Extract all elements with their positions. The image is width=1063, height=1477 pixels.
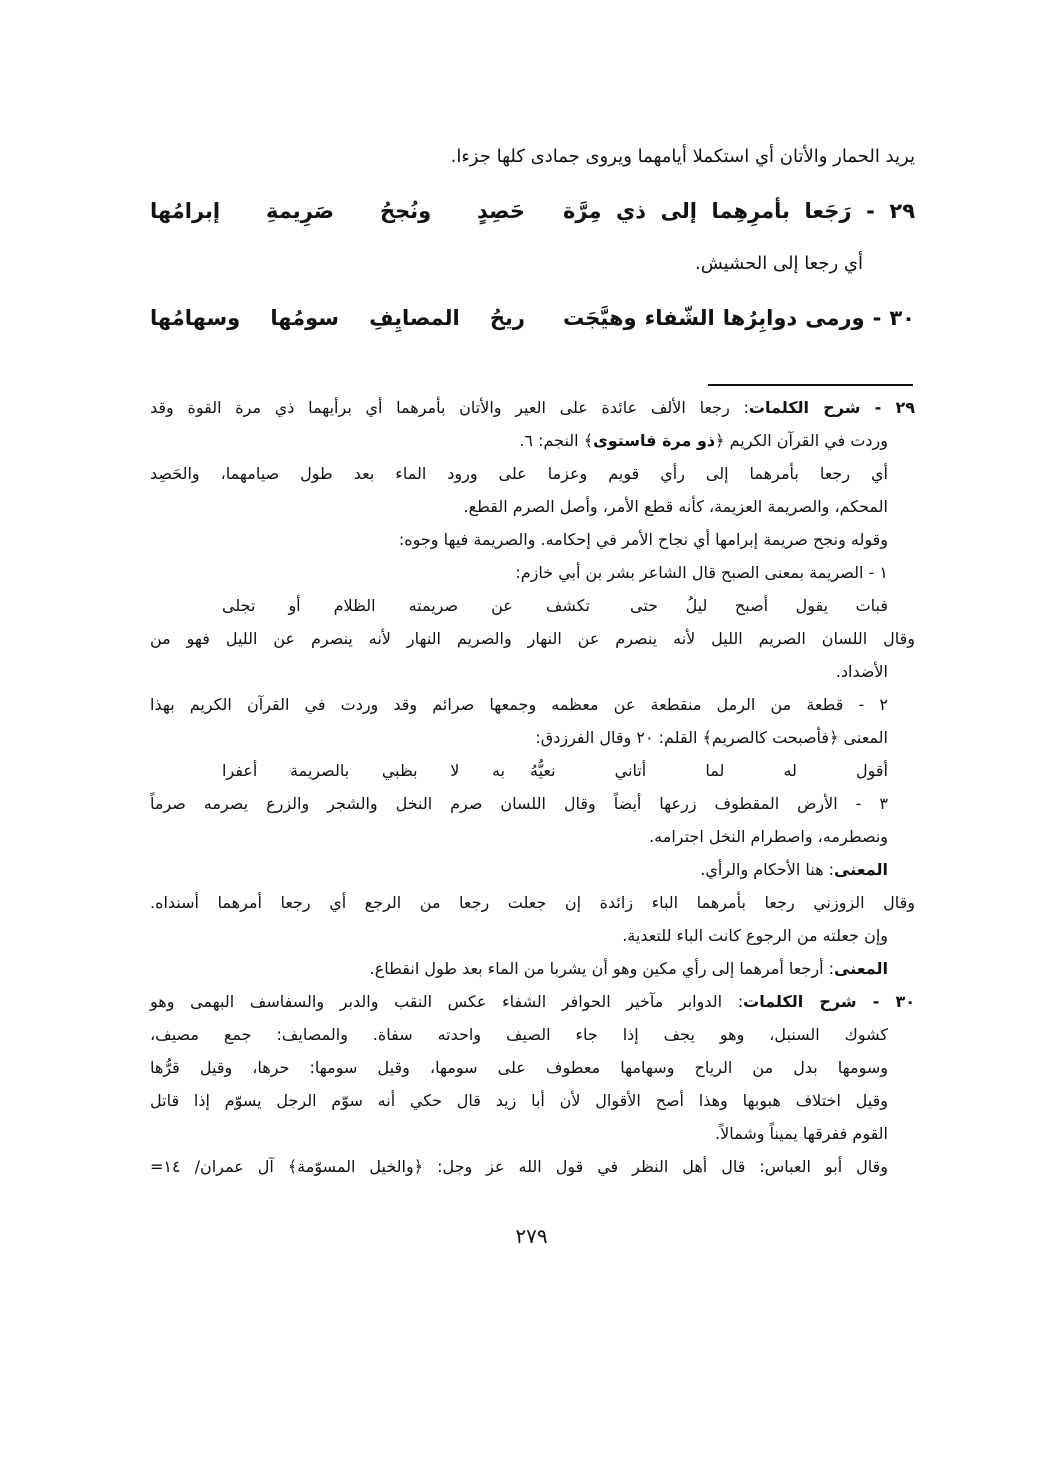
footnote-heading: ٣٠ - شرح الكلمات	[743, 992, 916, 1011]
footnote-line: أي رجعا بأمرهما إلى رأي قويم وعزما على ورود الماء بعد طول صيامهما، والحَصِد	[150, 464, 888, 483]
poem-2-second-hemistich: به لا بظبي بالصريمة أعفرا	[222, 761, 505, 780]
footnote-line: القوم ففرقها يميناً وشمالاً.	[714, 1124, 888, 1143]
footnote-text: : هنا الأحكام والرأي.	[700, 860, 835, 879]
verse-30-first-hemistich	[563, 300, 915, 336]
footnote-line	[150, 855, 888, 885]
page-number: ٢٧٩	[515, 1224, 548, 1248]
footnote-line: وقال اللسان الصريم الليل لأنه ينصرم عن النهار والصريم النهار لأنه ينصرم عن الليل فهو من	[150, 629, 915, 648]
footnote-text: : رجعا الألف عائدة على العير والأتان بأمرهما أي برأيهما ذي مرة القوة وقد	[150, 398, 749, 417]
poem-2-first-hemistich: أقول له لما أتاني نعيُّهُ	[530, 761, 888, 780]
meaning-label: المعنى	[834, 959, 888, 978]
meaning-label: المعنى	[834, 860, 888, 879]
footnote-line: ونصطرمه، واصطرام النخل اجترامه.	[649, 827, 888, 846]
verse-29-second-hemistich: حَصِدٍ ونُجحُ صَرِيمةِ إبرامُها	[150, 199, 525, 223]
footnote-line: وقال الزوزني رجعا بأمرهما الباء زائدة إن جعلت رجعا من الرجع أي رجعا أمرهما أسنداه.	[150, 893, 915, 912]
footnote-line: المعنى ﴿فأصبحت كالصريم﴾ القلم: ٢٠ وقال الفرزدق:	[535, 728, 888, 747]
footnote-line: الأضداد.	[835, 662, 888, 681]
hemistich-text: رَجَعا بأمرِهِما إلى ذي مِرَّة	[563, 199, 852, 223]
footnote-text: ﴾ النجم: ٦.	[519, 431, 594, 450]
footnote-line: كشوك السنبل، وهو يجف إذا جاء الصيف واحدته سفاة. والمصايف: جمع مصيف،	[150, 1025, 888, 1044]
footnote-line: وقال أبو العباس: قال أهل النظر في قول الله عز وجل: ﴿والخيل المسوّمة﴾ آل عمران/ ١٤=	[150, 1157, 888, 1176]
footnote-line	[150, 426, 888, 456]
intro-line: يريد الحمار والأتان أي استكملا أيامهما ويروى جمادى كلها جزءا.	[450, 146, 915, 167]
footnote-heading: ٢٩ - شرح الكلمات	[748, 398, 915, 417]
verse-29-first-hemistich	[563, 193, 915, 229]
footnote-line	[150, 987, 915, 1017]
footnote-text: وردت في القرآن الكريم ﴿	[715, 431, 888, 450]
hemistich-text: ورمى دوابِرُها الشّفاء وهيَّجَت	[563, 306, 865, 330]
footnote-line: ١ - الصريمة بمعنى الصبح قال الشاعر بشر بن أبي خازم:	[515, 563, 888, 582]
footnote-text: : الدوابر مآخير الحوافر الشفاء عكس النقب والدبر والسفاسف البهمى وهو	[150, 992, 744, 1011]
footnote-line: المحكم، والصريمة العزيمة، كأنه قطع الأمر، وأصل الصرم القطع.	[463, 497, 888, 516]
verse-number: ٣٠ -	[872, 306, 915, 330]
footnote-line	[150, 954, 888, 984]
footnote-line: وقوله ونجح صريمة إبرامها أي نجاح الأمر في إحكامه. والصريمة فيها وجوه:	[398, 530, 888, 549]
footnote-line: ٣ - الأرض المقطوف زرعها أيضاً وقال اللسان صرم النخل والشجر والزرع يصرمه صرماً	[150, 794, 888, 813]
verse-30-second-hemistich: ريحُ المصايِفِ سومُها وسهامُها	[150, 306, 525, 330]
verse-note: أي رجعا إلى الحشيش.	[695, 253, 863, 274]
footnote-line: وإن جعلته من الرجوع كانت الباء للتعدية.	[622, 926, 888, 945]
verse-29	[150, 193, 915, 229]
footnote-line: ٢ - قطعة من الرمل منقطعة عن معظمه وجمعها صرائم وقد وردت في القرآن الكريم بهذا	[150, 695, 888, 714]
poem-1-first-hemistich: فبات يقول أصبح ليلُ حتى	[630, 596, 888, 615]
footnote-line: وسومها بدل من الرياح وسهامها معطوف على سومها، وقيل سومها: حرها، وقيل قرُّها	[150, 1058, 888, 1077]
footnote-text: : أرجعا أمرهما إلى رأي مكين وهو أن يشربا من الماء بعد طول انقطاع.	[369, 959, 835, 978]
verse-30	[150, 300, 915, 336]
poem-1-second-hemistich: تكشف عن صريمته الظلام أو تجلى	[222, 596, 590, 615]
footnote-divider	[708, 384, 913, 386]
quran-quote: ذو مرة فاستوى	[593, 431, 716, 450]
footnote-line: وقيل اختلاف هبوبها وهذا أصح الأقوال لأن أبا زيد قال حكي أنه سوّم الرجل يسوّم إذا قاتل	[150, 1091, 888, 1110]
footnote-line	[150, 393, 915, 423]
verse-number: ٢٩ -	[866, 199, 916, 223]
